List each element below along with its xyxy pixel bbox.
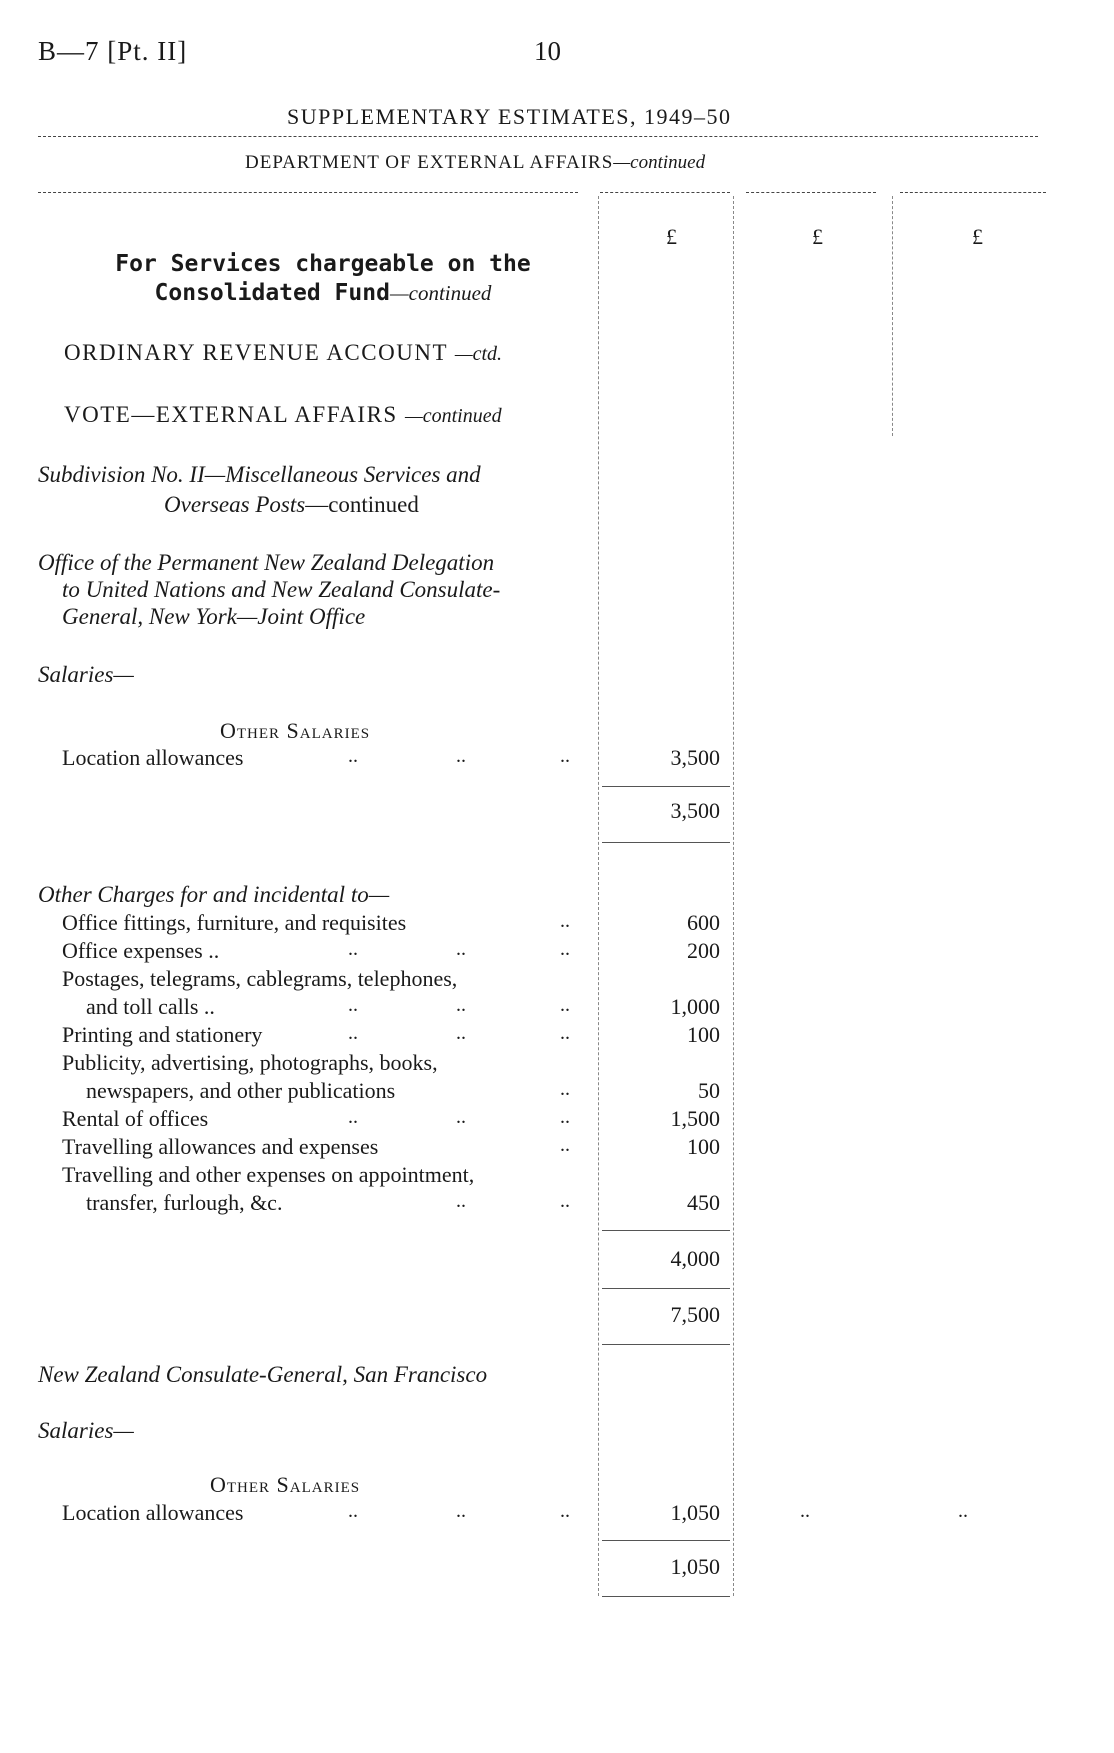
- office1-location-value: 3,500: [670, 745, 720, 770]
- department-name: DEPARTMENT OF EXTERNAL AFFAIRS: [245, 152, 614, 173]
- charge-value: 200: [687, 938, 720, 963]
- leader-dots: ..: [560, 938, 570, 960]
- charge-value: 1,000: [670, 994, 720, 1019]
- charge-value: 50: [698, 1078, 720, 1103]
- total-rule: [602, 1596, 730, 1597]
- vote-suffix: —continued: [404, 405, 502, 427]
- office1-title-line-2: to United Nations and New Zealand Consulate-: [62, 577, 501, 602]
- page-number: 10: [534, 36, 561, 66]
- office1-salaries-total: 3,500: [670, 798, 720, 823]
- charge-value: 450: [687, 1190, 720, 1215]
- leader-dots: ..: [560, 745, 570, 767]
- charge-line: Rental of offices: [62, 1106, 209, 1131]
- total-rule: [602, 1230, 730, 1231]
- office1-other-charges-heading: Other Charges for and incidental to—: [38, 882, 390, 907]
- vote-heading: [64, 402, 502, 428]
- department-heading: [245, 152, 705, 174]
- subdivision-posts: Overseas Posts: [164, 492, 306, 517]
- services-line-1: For Services chargeable on the: [115, 251, 531, 277]
- account-suffix: —ctd.: [454, 343, 503, 365]
- leader-dots: ..: [348, 1500, 358, 1522]
- charge-line: Travelling and other expenses on appointment,: [62, 1162, 475, 1187]
- account-name: ORDINARY REVENUE ACCOUNT: [64, 340, 448, 365]
- leader-dots: ..: [456, 938, 466, 960]
- leader-dots: ..: [560, 1078, 570, 1100]
- account-heading: [64, 340, 502, 366]
- charge-line: Publicity, advertising, photographs, books,: [62, 1050, 438, 1075]
- subdivision-line-1: Subdivision No. II—Miscellaneous Services and: [38, 462, 481, 487]
- leader-dots: ..: [456, 1022, 466, 1044]
- office1-total: 7,500: [670, 1302, 720, 1327]
- services-line-2: [88, 279, 558, 308]
- leader-dots: ..: [560, 1134, 570, 1156]
- services-suffix: —continued: [389, 281, 492, 305]
- charge-line-cont: transfer, furlough, &c.: [86, 1190, 283, 1215]
- office1-salaries-heading: Salaries—: [38, 662, 134, 687]
- charge-line: Postages, telegrams, cablegrams, telephones,: [62, 966, 458, 991]
- office1-other-salaries: Other Salaries: [220, 718, 371, 743]
- header-divider: [38, 136, 1038, 137]
- office2-salaries-heading: Salaries—: [38, 1418, 134, 1443]
- page-title: SUPPLEMENTARY ESTIMATES, 1949–50: [287, 104, 732, 129]
- column-divider-2: [733, 196, 734, 1596]
- leader-dots: ..: [348, 938, 358, 960]
- leader-dots: ..: [456, 745, 466, 767]
- charge-value: 100: [687, 1134, 720, 1159]
- currency-header-2: £: [812, 224, 823, 249]
- office2-other-salaries: Other Salaries: [210, 1472, 361, 1497]
- services-heading: [88, 250, 558, 308]
- currency-header-1: £: [666, 224, 677, 249]
- leader-dots: ..: [456, 1500, 466, 1522]
- leader-dots: ..: [560, 994, 570, 1016]
- office1-location-label: Location allowances: [62, 745, 244, 770]
- vote-name: VOTE—EXTERNAL AFFAIRS: [64, 402, 398, 427]
- office1-title-line-1: Office of the Permanent New Zealand Delegation: [38, 550, 495, 575]
- document-reference: B—7 [Pt. II]: [38, 36, 188, 66]
- office1-title-line-3: General, New York—Joint Office: [62, 604, 366, 629]
- total-rule: [602, 842, 730, 843]
- leader-dots: ..: [348, 1022, 358, 1044]
- charge-line-cont: newspapers, and other publications: [86, 1078, 396, 1103]
- charge-value: 100: [687, 1022, 720, 1047]
- leader-dots: ..: [456, 1106, 466, 1128]
- column-divider-1: [598, 196, 599, 1596]
- charge-value: 600: [687, 910, 720, 935]
- column-header-rule-2: [746, 192, 876, 193]
- office2-salaries-total: 1,050: [670, 1554, 720, 1579]
- subdivision-line-2: [164, 492, 419, 518]
- charge-line: Office fittings, furniture, and requisites: [62, 910, 407, 935]
- leader-dots: ..: [560, 1190, 570, 1212]
- currency-header-3: £: [972, 224, 983, 249]
- charge-line: Travelling allowances and expenses: [62, 1134, 379, 1159]
- total-rule: [602, 1344, 730, 1345]
- column-divider-3: [892, 196, 893, 436]
- column-header-rule-desc: [38, 192, 578, 193]
- charge-line: Printing and stationery: [62, 1022, 263, 1047]
- total-rule: [602, 786, 730, 787]
- leader-dots: ..: [560, 1022, 570, 1044]
- office2-location-label: Location allowances: [62, 1500, 244, 1525]
- total-rule: [602, 1540, 730, 1541]
- charge-line: Office expenses ..: [62, 938, 220, 963]
- office2-col3-value: ..: [958, 1500, 968, 1522]
- office2-location-value: 1,050: [670, 1500, 720, 1525]
- services-fund: Consolidated Fund: [154, 280, 390, 306]
- leader-dots: ..: [560, 1500, 570, 1522]
- subdivision-suffix: —continued: [305, 492, 419, 517]
- leader-dots: ..: [560, 1106, 570, 1128]
- leader-dots: ..: [456, 994, 466, 1016]
- charge-line-cont: and toll calls ..: [86, 994, 215, 1019]
- charge-value: 1,500: [670, 1106, 720, 1131]
- office1-charges-total: 4,000: [670, 1246, 720, 1271]
- office2-title: New Zealand Consulate-General, San Francisco: [38, 1362, 488, 1387]
- department-suffix: —continued: [613, 152, 706, 173]
- leader-dots: ..: [456, 1190, 466, 1212]
- leader-dots: ..: [348, 1106, 358, 1128]
- column-header-rule-3: [900, 192, 1046, 193]
- leader-dots: ..: [348, 745, 358, 767]
- total-rule: [602, 1288, 730, 1289]
- leader-dots: ..: [560, 910, 570, 932]
- office2-col2-value: ..: [800, 1500, 810, 1522]
- column-header-rule-1: [600, 192, 730, 193]
- leader-dots: ..: [348, 994, 358, 1016]
